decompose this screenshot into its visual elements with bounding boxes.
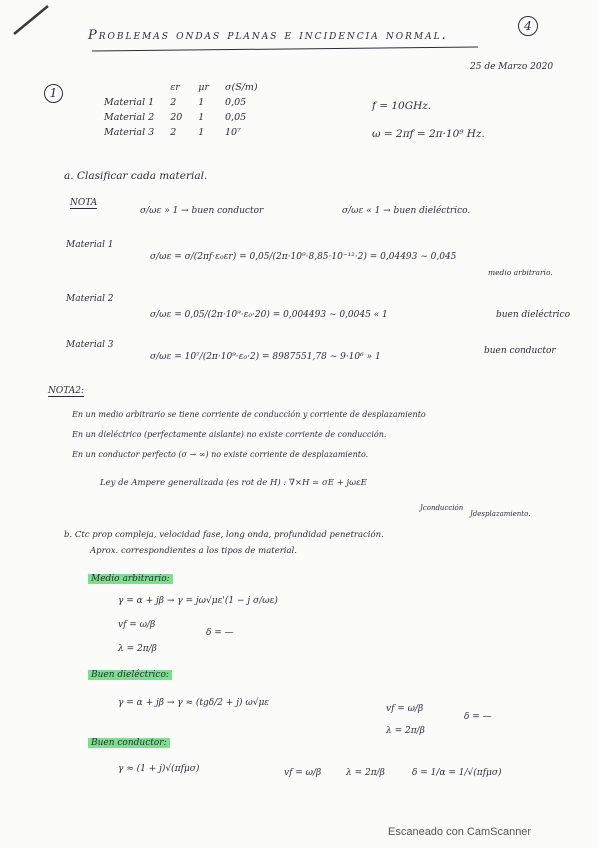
nota-dielectric-rule: σ/ωε « 1 → buen dieléctrico. [342, 206, 471, 216]
medio-arbitrario-delta: δ = — [206, 628, 234, 638]
material-2-classification: buen dieléctrico [496, 310, 571, 320]
materials-table [96, 80, 266, 140]
buen-conductor-lambda: λ = 2π/β [346, 768, 385, 778]
ampere-law: Ley de Ampere generalizada (es rot de H) : ∇×H = σE + jωεE [100, 478, 367, 488]
table-cell: 0,05 [225, 112, 247, 123]
scanner-watermark: Escaneado con CamScanner [388, 826, 532, 838]
table-cell: 2 [170, 97, 177, 108]
material-3-label: Material 3 [66, 340, 114, 350]
ampere-displacement-label: Jdesplazamiento. [470, 510, 531, 518]
material-1-label: Material 1 [66, 240, 114, 250]
nota2-line-1: En un medio arbitrario se tiene corriente de conducción y corriente de desplazamiento [72, 410, 426, 419]
table-cell: 2 [170, 127, 177, 138]
part-b-subheading: Aprox. correspondientes a los tipos de material. [90, 546, 298, 556]
table-cell: 10⁷ [225, 127, 241, 138]
nota2-line-3: En un conductor perfecto (σ → ∞) no existe corriente de desplazamiento. [72, 450, 369, 459]
page-number: 4 [524, 19, 532, 33]
table-row [96, 95, 266, 110]
frequency: f = 10GHz. [372, 100, 432, 112]
page-title: Problemas ondas planas e incidencia normal. [88, 28, 448, 43]
nota-label: NOTA [70, 198, 98, 208]
date: 25 de Marzo 2020 [470, 62, 554, 72]
pen-stroke-mark [14, 6, 48, 34]
table-row [96, 125, 266, 140]
ampere-conduction-label: Jconducción [420, 504, 464, 512]
medio-arbitrario-vf: vf = ω/β [118, 620, 156, 630]
nota2-label: NOTA2: [48, 386, 85, 396]
part-b-heading: b. Ctc prop compleja, velocidad fase, long onda, profundidad penetración. [64, 530, 384, 540]
title-underline [92, 47, 478, 51]
material-2-expression: σ/ωε = 0,05/(2π·10⁹·ε₀·20) = 0,004493 ∼ 0,0045 « 1 [150, 310, 388, 320]
buen-conductor-label: Buen conductor: [88, 738, 170, 748]
angular-frequency: ω = 2πf = 2π·10⁹ Hz. [372, 128, 485, 140]
buen-dielectrico-label: Buen dieléctrico: [88, 670, 172, 680]
table-cell: Material 3 [104, 127, 155, 138]
problem-number: 1 [49, 86, 58, 100]
table-header: εr [170, 82, 180, 93]
table-row [96, 110, 266, 125]
table-cell: 1 [198, 112, 205, 123]
medio-arbitrario-label: Medio arbitrario: [88, 574, 173, 584]
table-cell: 20 [170, 112, 183, 123]
buen-dielectrico-delta: δ = — [464, 712, 492, 722]
buen-dielectrico-vf: vf = ω/β [386, 704, 424, 714]
material-3-expression: σ/ωε = 10⁷/(2π·10⁹·ε₀·2) = 8987551,78 ∼ 9·10⁶ » 1 [150, 352, 381, 362]
material-1-classification: medio arbitrario. [488, 268, 553, 277]
table-header: σ(S/m) [225, 82, 258, 93]
nota2-line-2: En un dieléctrico (perfectamente aislante) no existe corriente de conducción. [72, 430, 387, 439]
part-a-heading: a. Clasificar cada material. [64, 170, 208, 182]
table-header-row [96, 80, 266, 95]
buen-dielectrico-gamma: γ = α + jβ → γ ≈ (tgδ/2 + j) ω√με [118, 698, 270, 708]
buen-dielectrico-lambda: λ = 2π/β [386, 726, 425, 736]
page-number-circle [518, 16, 538, 36]
table-header-empty [96, 80, 162, 95]
problem-number-circle [44, 84, 63, 103]
buen-conductor-delta: δ = 1/α = 1/√(πfμσ) [412, 768, 502, 778]
nota-conductor-rule: σ/ωε » 1 → buen conductor [140, 206, 264, 216]
medio-arbitrario-lambda: λ = 2π/β [118, 644, 157, 654]
material-3-classification: buen conductor [484, 346, 556, 356]
table-cell: Material 1 [104, 97, 155, 108]
material-1-expression: σ/ωε = σ/(2πf·ε₀εr) = 0,05/(2π·10⁹·8,85·10⁻¹²·2) = 0,04493 ∼ 0,045 [150, 252, 457, 262]
table-cell: Material 2 [104, 112, 155, 123]
medio-arbitrario-gamma: γ = α + jβ → γ = jω√με'(1 − j σ/ωε) [118, 596, 278, 606]
table-header: μr [198, 82, 209, 93]
buen-conductor-vf: vf = ω/β [284, 768, 322, 778]
material-2-label: Material 2 [66, 294, 114, 304]
table-cell: 1 [198, 97, 205, 108]
table-cell: 0,05 [225, 97, 247, 108]
table-cell: 1 [198, 127, 205, 138]
buen-conductor-gamma: γ ≈ (1 + j)√(πfμσ) [118, 764, 200, 774]
